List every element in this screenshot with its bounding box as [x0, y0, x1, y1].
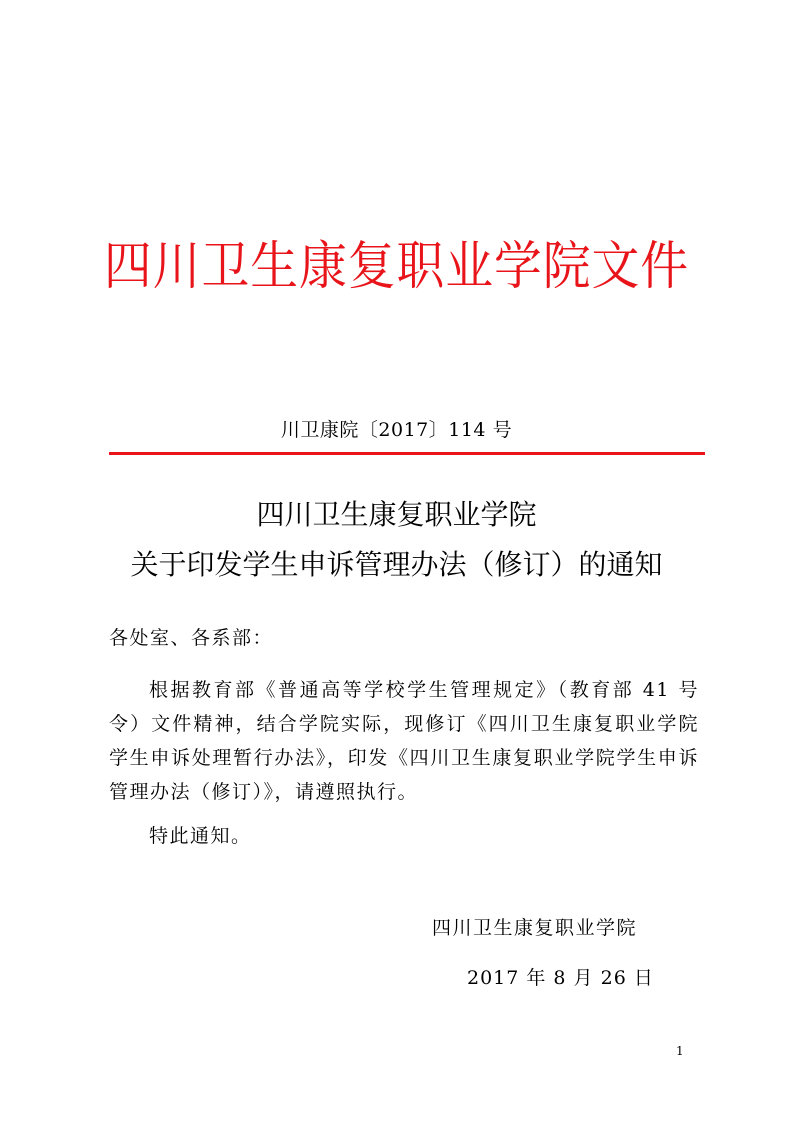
body-paragraph: 根据教育部《普通高等学校学生管理规定》（教育部 41 号令）文件精神，结合学院实际，现修订《四川卫生康复职业学院学生申诉处理暂行办法》，印发《四川卫生康复职业学院学生申诉管理办法（修订）》，请遵照执行。 [109, 679, 699, 803]
issue-date: 2017 年 8 月 26 日 [467, 967, 654, 989]
notice-title-line-2: 关于印发学生申诉管理办法（修订）的通知 [130, 548, 663, 581]
issuer-signature: 四川卫生康复职业学院 [432, 917, 638, 939]
document-header-title: 四川卫生康复职业学院文件 [103, 237, 690, 297]
salutation: 各处室、各系部： [109, 627, 274, 649]
document-number: 川卫康院〔2017〕114 号 [280, 419, 513, 441]
notice-title-line-1: 四川卫生康复职业学院 [256, 498, 537, 531]
page-number: 1 [676, 1044, 684, 1058]
red-divider-rule [109, 452, 705, 455]
closing-remark: 特此通知。 [149, 825, 252, 847]
